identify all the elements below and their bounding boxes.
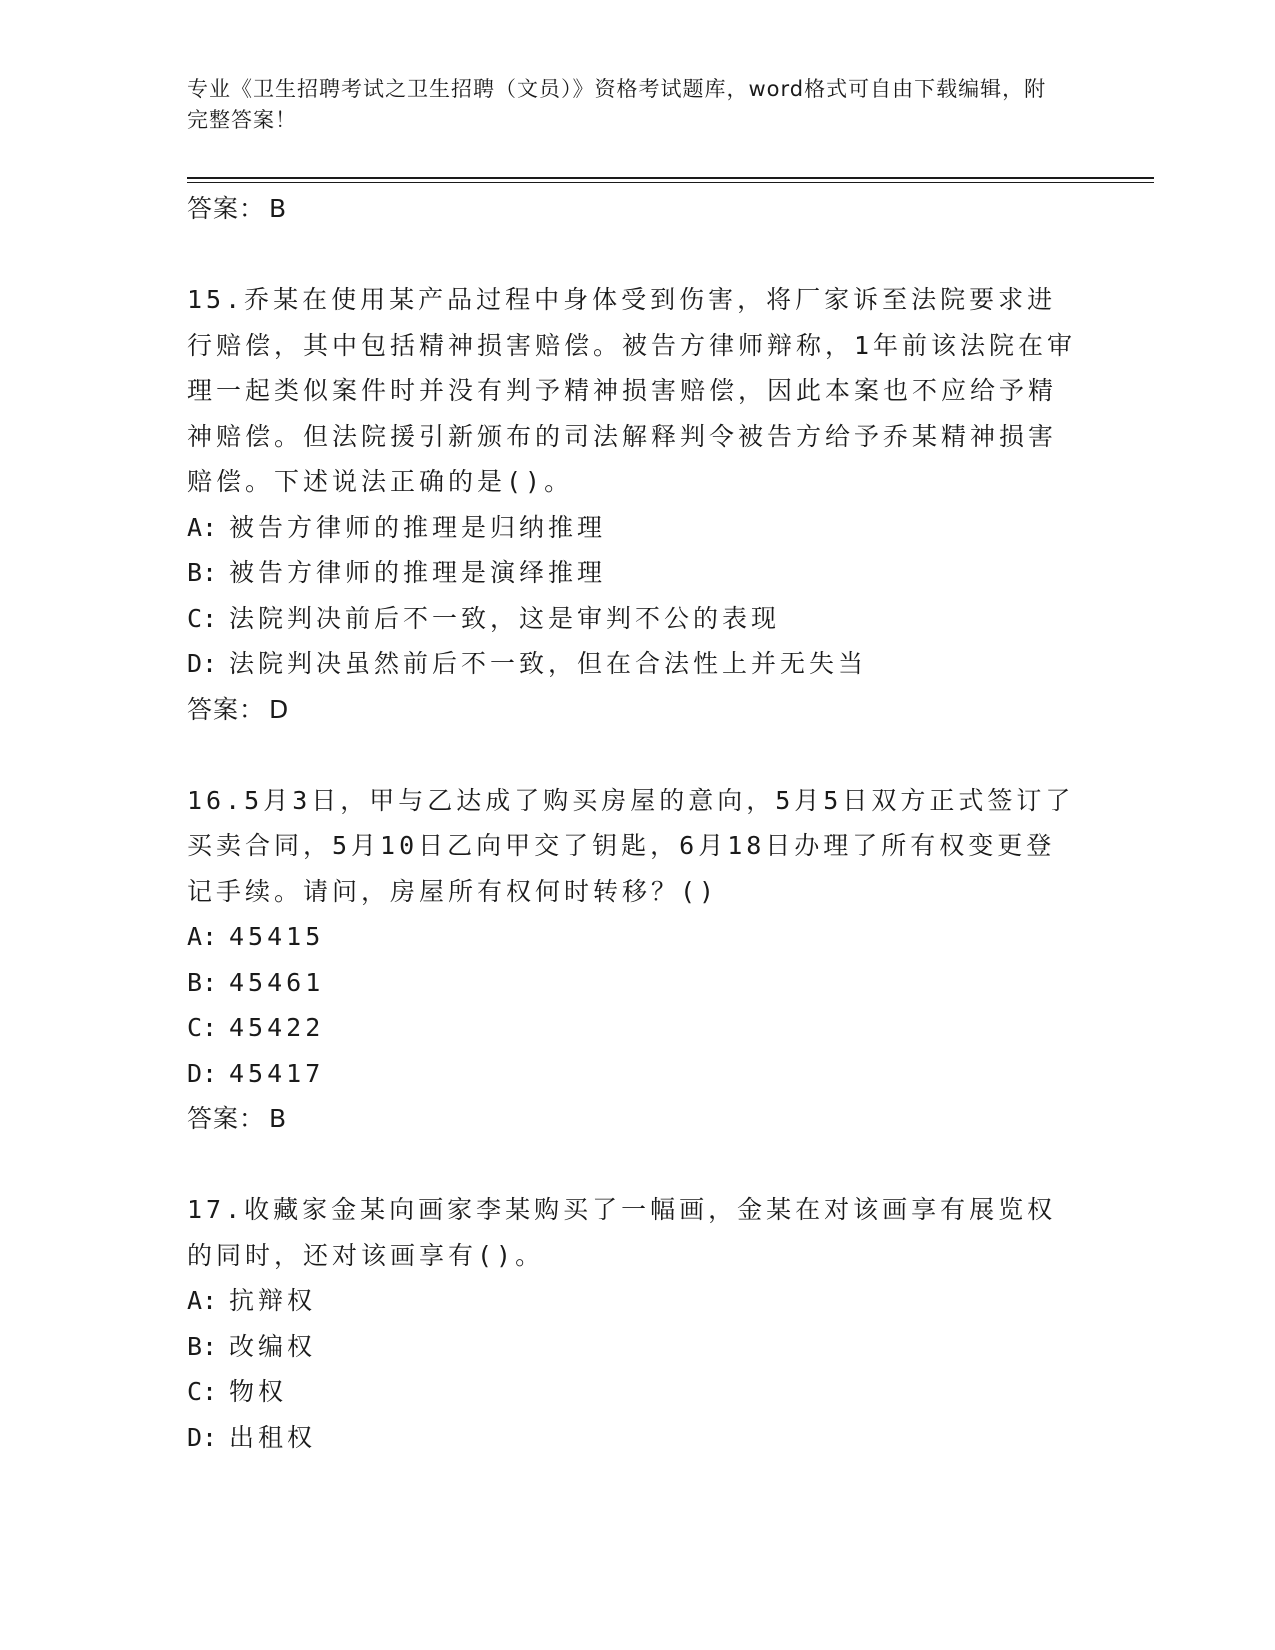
option-c [187,1369,1087,1415]
option-text: 45461 [229,967,325,997]
question-15 [187,277,1087,733]
answer-label: 答案： [187,194,266,223]
option-letter: C: [187,1377,218,1406]
option-letter: D: [187,649,218,678]
question-stem [187,1187,1077,1278]
option-letter: B: [187,1331,218,1361]
option-text: 被告方律师的推理是归纳推理 [229,512,607,542]
option-text: 出租权 [229,1422,317,1452]
option-a [187,1278,1087,1324]
option-text: 45415 [229,922,325,951]
option-b [187,550,1087,596]
question-17 [187,1187,1087,1460]
option-text: 被告方律师的推理是演绎推理 [229,558,607,587]
answer-value: B [269,1104,288,1133]
question-text: 5月3日，甲与乙达成了购买房屋的意向，5月5日双方正式签订了买卖合同，5月10日乙向甲交了钥匙，6月18日办理了所有权变更登记手续。请问，房屋所有权何时转移？() [187,785,1075,906]
answer-value: D [269,694,290,724]
answer-line [187,1096,1087,1142]
option-letter: D: [187,1058,218,1088]
option-text: 抗辩权 [229,1286,317,1315]
option-b [187,1324,1087,1370]
question-16 [187,778,1087,1143]
question-stem [187,778,1077,915]
option-text: 物权 [229,1377,288,1406]
header-text: 专业《卫生招聘考试之卫生招聘（文员）》资格考试题库，word格式可自由下载编辑，附完整答案！ [187,77,1047,132]
option-c [187,596,1087,642]
option-letter: A: [187,1286,218,1315]
question-number: 16. [187,785,245,815]
answer-line [187,186,1087,232]
header-divider-thin [187,182,1154,183]
option-letter: D: [187,1422,218,1452]
option-letter: C: [187,1013,218,1042]
spacer [187,232,1087,277]
question-number: 15. [187,285,245,314]
option-d [187,641,1087,687]
option-letter: B: [187,967,218,997]
option-text: 法院判决前后不一致，这是审判不公的表现 [229,603,781,633]
question-number: 17. [187,1195,245,1224]
answer-line [187,687,1087,733]
option-a [187,505,1087,551]
option-c [187,1005,1087,1051]
option-text: 改编权 [229,1331,317,1361]
option-b [187,960,1087,1006]
header-divider [187,177,1154,179]
option-letter: B: [187,558,218,587]
option-text: 法院判决虽然前后不一致，但在合法性上并无失当 [229,649,868,678]
spacer [187,733,1087,778]
question-stem [187,277,1077,505]
option-d [187,1415,1087,1461]
page-header [187,74,1057,136]
option-letter: A: [187,922,218,951]
spacer [187,1142,1087,1187]
option-letter: C: [187,603,218,633]
option-text: 45417 [229,1058,325,1088]
question-text: 乔某在使用某产品过程中身体受到伤害，将厂家诉至法院要求进行赔偿，其中包括精神损害赔偿。被告方律师辩称，1年前该法院在审理一起类似案件时并没有判予精神损害赔偿，因此本案也不应给予精神赔偿。但法院援引新颁布的司法解释判令被告方给予乔某精神损害赔偿。下述说法正确的是()。 [187,285,1077,496]
option-d [187,1051,1087,1097]
answer-label: 答案： [187,1104,266,1133]
option-a [187,914,1087,960]
question-list [187,186,1087,1460]
answer-value: B [269,194,288,223]
answer-label: 答案： [187,694,266,724]
option-letter: A: [187,512,218,542]
question-text: 收藏家金某向画家李某购买了一幅画，金某在对该画享有展览权的同时，还对该画享有()。 [187,1195,1057,1270]
option-text: 45422 [229,1013,325,1042]
